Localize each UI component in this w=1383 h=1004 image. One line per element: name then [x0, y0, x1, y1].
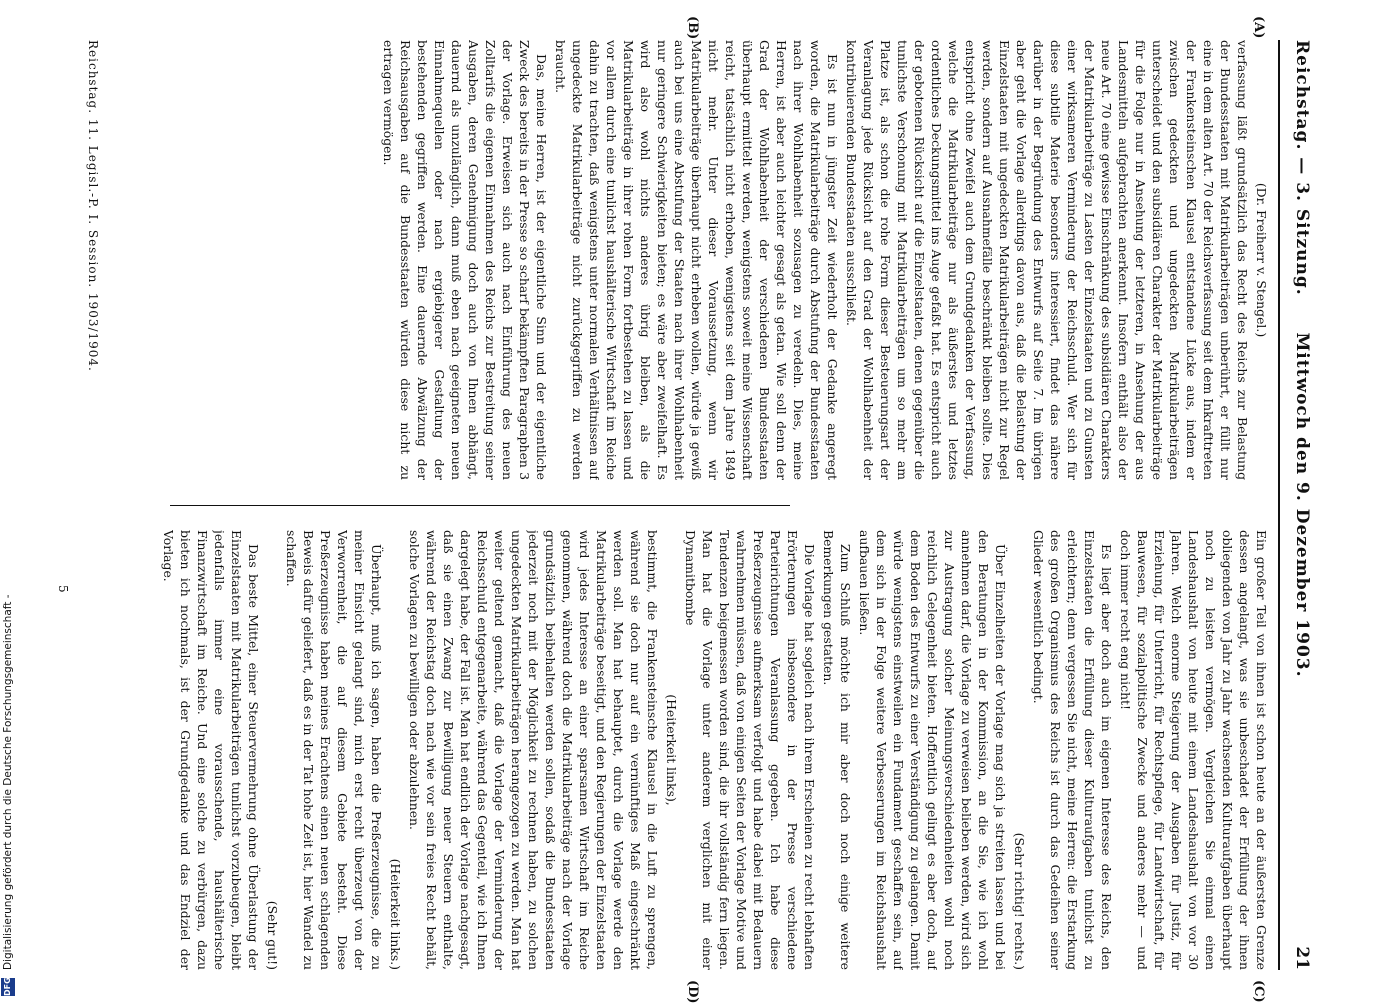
left-column — [110, 40, 1270, 480]
funding-side-note — [0, 0, 18, 1000]
paragraph: Das beste Mittel, einer Steuervermehrung ohne Überlastung der Einzelstaaten mit Matrikularbeiträgen tunlichst vorzubeugen, bleibt jedenfalls immer eine vorausschende, haushälterische Finanzwirtschaft im Reiche. Und eine solche zu verbürgen, dazu bieten ich nochmals, ist der Grundgedanke und das Endziel der Vorlage. — [161, 530, 261, 970]
header-left: Reichstag. — 3. Sitzung. — [1292, 40, 1312, 296]
funding-text: Digitalisierung gefördert durch die Deutsche Forschungsgemeinschaft - — [2, 594, 14, 970]
page-header — [1278, 40, 1320, 970]
paragraph: Zum Schluß möchte ich mir aber doch noch einige weitere Bemerkungen gestatten. — [821, 530, 853, 970]
header-date: Mittwoch den 9. Dezember 1903. — [1292, 332, 1312, 678]
applause-note: (Heiterkeit links), — [664, 694, 679, 806]
margin-marker-b: (B) — [685, 16, 700, 40]
margin-marker-a: (A) — [1251, 16, 1266, 39]
applause-note: (Sehr richtig! rechts.) — [1012, 832, 1027, 970]
paragraph: Ein großer Teil von ihnen ist schon heute an der äußersten Grenze dessen angelangt, was sie unbeschadet der Erfüllung der ihnen obliegenden von Jahr zu Jahr wachsenden Kulturaufgaben überhaupt noch zu leisten vermögen. Vergleichen Sie einmal einen Landeshaushalt von heute mit einem Landeshaushalt von vor 30 Jahren. Welch enorme Steigerung der Ausgaben für Justiz, für Erziehung, für Unterricht, für Rechtspflege, für Landwirtschaft, für Bauwesen, für sozialpolitische Zwecke und anderes mehr — und doch immer recht eng nicht! — [1118, 530, 1269, 970]
page-footer: Reichstag. 11. Legisl.-P. I. Session. 1903/1904. — [86, 40, 100, 372]
paragraph: Es liegt aber doch auch im eigenen Interesse des Reichs, den Einzelstaaten die Erfüllung dieser Kulturaufgaben tunlichst zu erleichtern; denn vergessen Sie nicht, meine Herren: die Erstarkung des großen Organismus des Reichs ist durch das Gedeihen seiner Glieder wesentlich bedingt. — [1031, 530, 1114, 970]
dfg-logo-icon: DFG — [1, 978, 15, 996]
applause-note: (Sehr gut!) — [265, 900, 280, 970]
paragraph: Das, meine Herren, ist der eigentliche Sinn und der eigentliche Zweck des bereits in der Presse so scharf bekämpften Paragraphen 3 der Vorlage. Erweisen sich auch nach Einführung des neuen Zolltarifs die eigenen Einnahmen des Reichs zur Bestreitung seiner Ausgaben, deren Genehmigung doch auch von Ihnen abhängt, dauernd als unzulänglich, dann muß eben nach geeigneten neuen Einnahmequellen oder nach ergiebigerer Gestaltung der bestehenden gegriffen werden. Eine dauernde Abwälzung der Reichsausgaben auf die Bundesstaaten würden diese nicht zu ertragen vermögen. — [381, 40, 549, 480]
margin-marker-c: (C) — [1251, 980, 1266, 1003]
paragraph: Die Vorlage hat sogleich nach ihrem Erscheinen zu recht lebhaften Erörterungen insbesondere in der Presse verschiedene Parteirichtungen Veranlassung gegeben. Ich habe diese Preßerzeugnisse aufmerksam verfolgt und habe dabei mit Bedauern wahrnehmen müssen, daß von einigen Seiten der Vorlage Motive und Tendenzen beigemessen worden sind, die ihr vollständig fern liegen. Man hat die Vorlage unter anderem verglichen mit einer Dynamitbombe — [683, 530, 817, 970]
header-page-number: 21 — [1292, 946, 1312, 970]
margin-marker-d: (D) — [685, 980, 700, 1004]
speaker-name: (Dr. Freiherr v. Stengel.) — [1254, 182, 1269, 338]
paragraph: bestimmt, die Frankensteinsche Klausel in die Luft zu sprengen, während sie doch nur auf ein vernünftiges Maß eingeschränkt werden soll. Man hat behauptet, durch die Vorlage werde den Matrikularbeiträge beseitigt, und den Regierungen der Einzelstaaten wird jedes Interesse an einer sparsamen Wirtschaft im Reiche genommen, während doch die Matrikularbeiträge nach der Vorlage grundsätzlich beibehalten werden sollen, sodaß die Bundesstaaten jederzeit noch mit der Möglichkeit zu rechnen haben, zu solchen ungedeckten Matrikularbeiträgen herangezogen zu werden. Man hat weiter geltend gemacht, daß die Vorlage der Verminderung der Reichsschuld entgegenarbeite, während das Gegenteil, wie ich Ihnen dargelegt habe, der Fall ist. Man hat endlich der Vorlage nachgesagt, daß sie einen Zwang zur Bewilligung neuer Steuern enthalte, während der Reichstag doch nach wie vor sein freies Recht behält, solche Vorlagen zu bewilligen oder abzulehnen. — [407, 530, 660, 970]
paragraph: Es ist nun in jüngster Zeit wiederholt der Gedanke angeregt worden, die Matrikularbeiträge durch Abstufung der Bundesstaaten nach ihrer Wohlhabenheit sozusagen zu veredeln. Dies, meine Herren, ist aber auch leichter gesagt als getan. Wie soll denn der Grad der Wohlhabenheit der verschiedenen Bundesstaaten überhaupt ermittelt werden, wenigstens soweit meine Wissenschaft reicht, tatsächlich nicht erhoben, wenigstens seit dem Jahre 1849 nicht mehr. Unter dieser Voraussetzung, wenn wir Matrikularbeiträge überhaupt nicht erheben wollen, würde ja gewiß auch bei uns eine Abstufung der Staaten nach ihrer Wohlhabenheit nur geringere Schwierigkeiten bieten; es wäre aber zweifelhaft. Es wird also wohl nichts anderes übrig bleiben, als die Matrikularbeiträge in ihrer rohen Form fortbestehen zu lassen und vor allem durch eine tunlichst haushälterische Wirtschaft im Reiche dahin zu trachten, daß wenigstens unter normalen Verhältnissen auf ungedeckte Matrikularbeiträge nicht zurückgegriffen zu werden braucht. — [553, 40, 840, 480]
applause-note: (Heiterkeit links.) — [388, 858, 403, 970]
paragraph: Über Einzelheiten der Vorlage mag sich ja streiten lassen und bei den Beratungen in der Kommission, an die Sie, wie ich wohl annehmen darf, die Vorlage zu verweisen belieben werden, wird sich zur Austragung solcher Meinungsverschiedenheiten wohl noch reichlich Gelegenheit bieten. Hoffentlich gelingt es aber doch, auf dem Boden des Entwurfs zu einer Verständigung zu gelangen. Damit würde wenigstens einstweilen ein Fundament geschaffen sein, auf dem sich in der Folge weitere Verbesserungen im Reichshaushalt aufbauen ließen. — [857, 530, 1008, 970]
paragraph: Überhaupt, muß ich sagen, haben die Preßerzeugnisse, die zu meiner Einsicht gelangt sind, mich erst recht überzeugt von der Verworrenheit, die auf diesem Gebiete besteht. Diese Preßerzeugnisse haben meines Erachtens einen neuen schlagenden Beweis dafür geliefert, daß es in der Tat hohe Zeit ist, hier Wandel zu schaffen. — [284, 530, 384, 970]
footer-page-number: 5 — [56, 585, 70, 593]
paragraph: verfassung läßt grundsätzlich das Recht des Reichs zur Belastung der Bundesstaaten mit Matrikularbeiträgen unberührt, er füllt nur eine in dem alten Art. 70 der Reichsverfassung seit dem Inkrafttreten der Frankensteinschen Klausel entstandene Lücke aus, indem er zwischen gedeckten und ungedeckten Matrikularbeiträgen unterscheidet und den subsidiären Charakter der Matrikularbeiträge für die Folge nur in Ansehung der letzteren, in Ansehung der aus Landesmitteln aufgebrachten anerkennt. Insofern enthält also der neue Art. 70 eine gewisse Einschränkung des subsidiären Charakters der Matrikularbeiträge zu Lasten der Einzelstaaten und zu Gunsten einer wirksameren Verminderung der Reichsschuld. Wer sich für diese subtile Materie besonders interessiert, findet das nähere darüber in der Begründung des Entwurfs auf Seite 7. Im übrigen aber geht die Vorlage allerdings davon aus, daß die Belastung der Einzelstaaten mit ungedeckten Matrikularbeiträgen nicht zur Regel werden, sondern auf Ausnahmefälle beschränkt bleiben sollte. Dies entspricht ohne Zweifel auch dem Grundgedanken der Verfassung, welche die Matrikularbeiträge nur als äußerstes und letztes ordentliches Deckungsmittel ins Auge gefaßt hat. Es entspricht auch der gebotenen Rücksicht auf die Einzelstaaten, denen gegenüber die tunlichste Verschonung mit Matrikularbeiträgen um so mehr am Platze ist, als schon die rohe Form dieser Besteuerungsart der Veranlagung jede Rücksicht auf den Grad der Wohlhabenheit der kontribuierenden Bundesstaaten ausschließt. — [844, 40, 1250, 480]
column-divider — [170, 505, 790, 506]
right-column — [110, 530, 1270, 970]
